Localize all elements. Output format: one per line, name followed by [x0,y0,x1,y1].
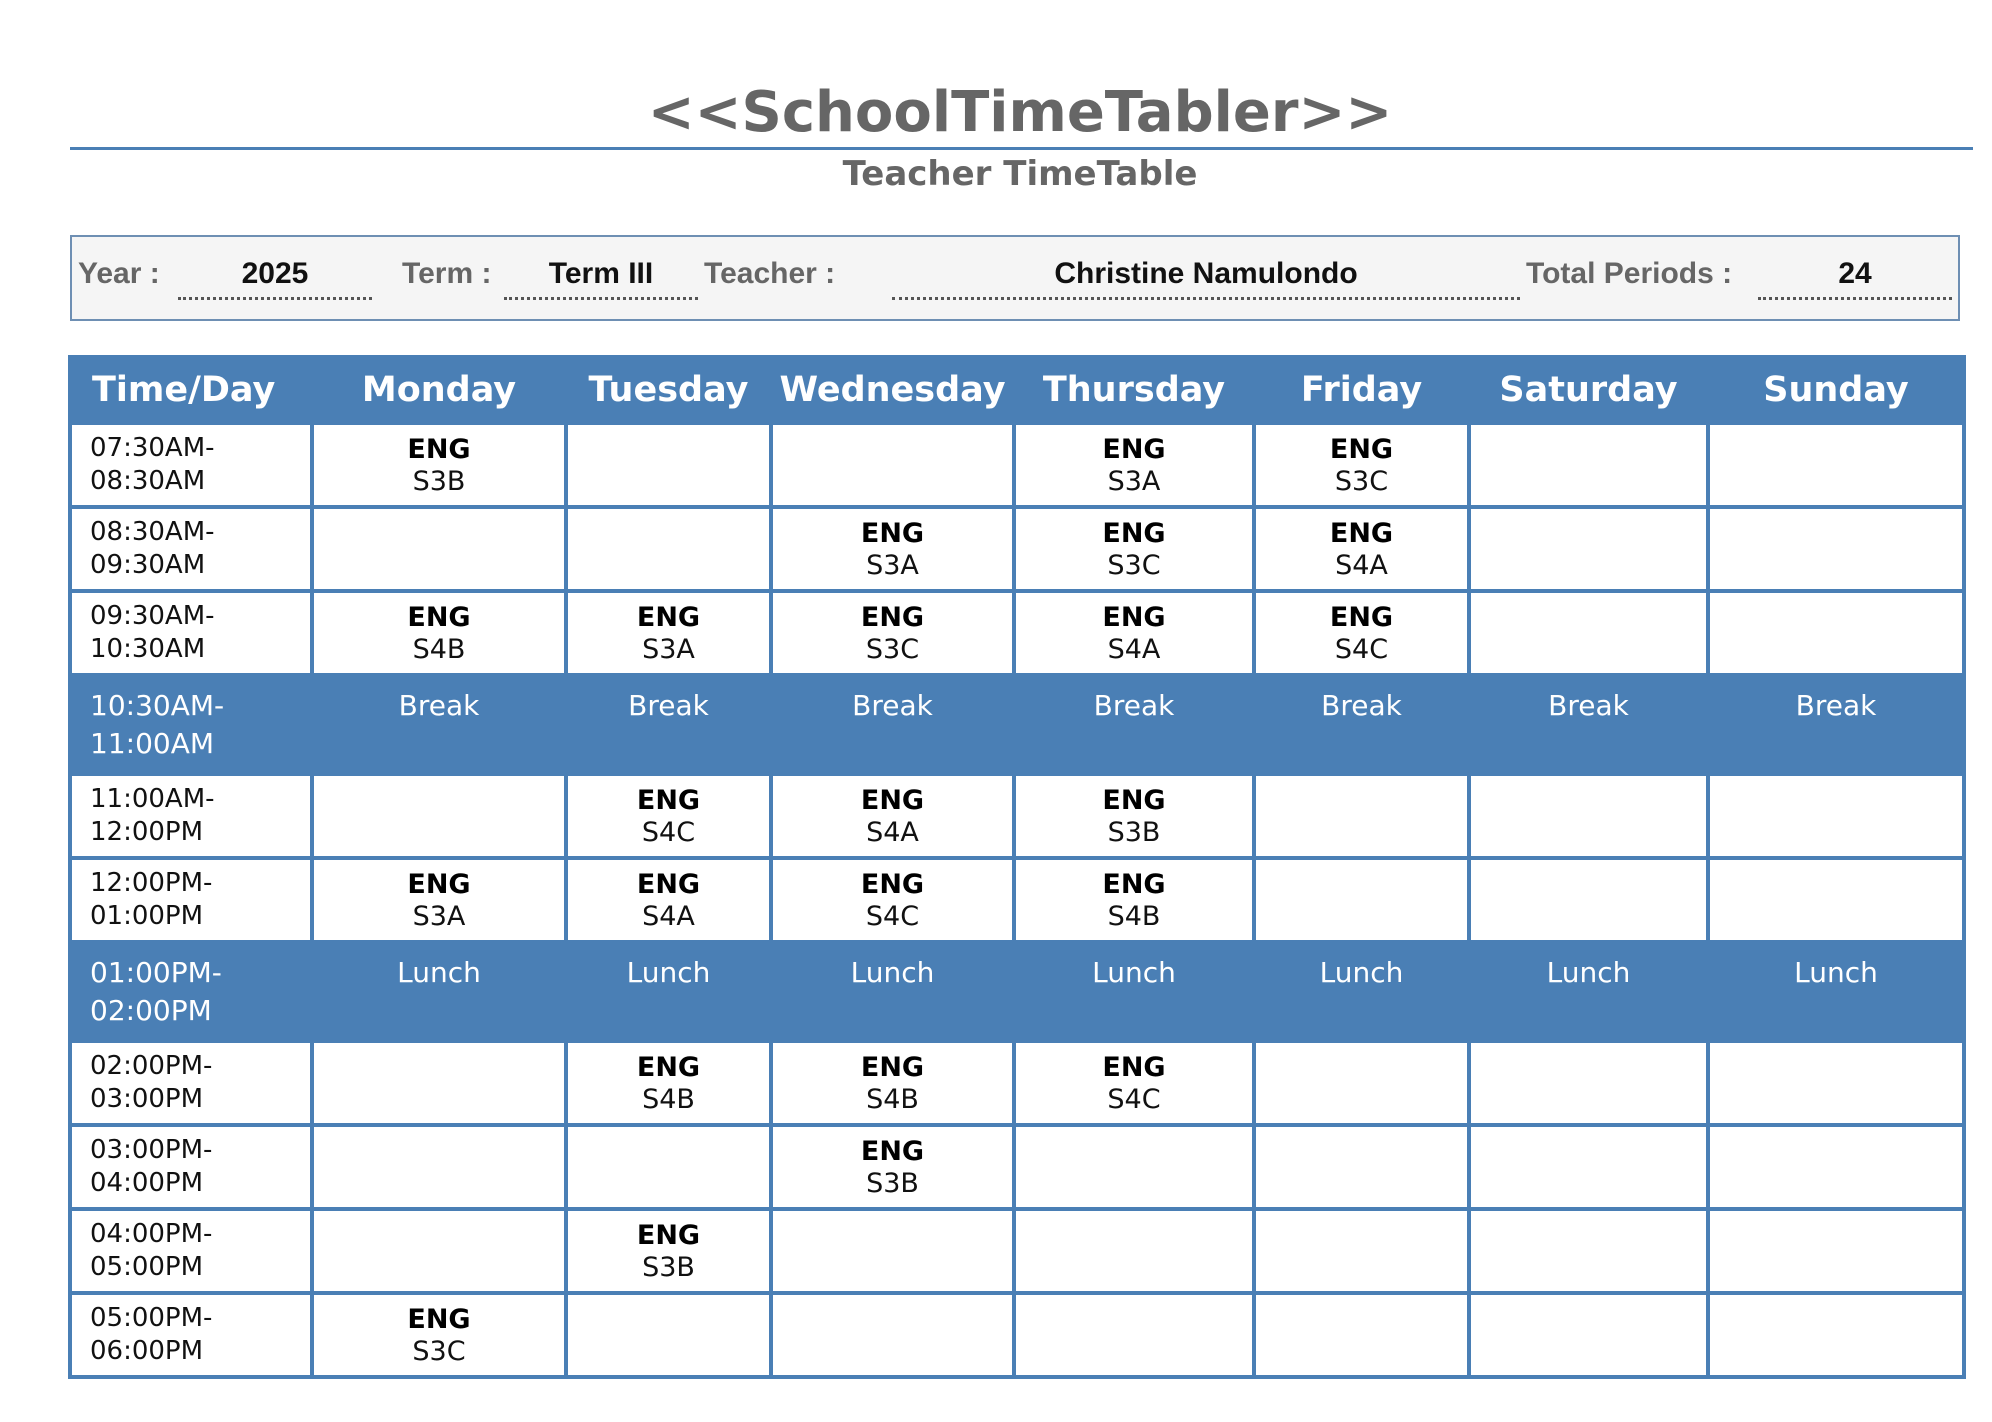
header-tuesday: Tuesday [566,357,771,423]
time-slot-end: 06:00PM [90,1336,204,1366]
header-sunday: Sunday [1708,357,1964,423]
time-slot-start: 09:30AM- [90,601,215,631]
lesson-class: S4A [866,816,919,848]
time-slot-cell [70,942,312,1041]
lesson-cell [1014,1293,1254,1377]
time-slot-cell [70,423,312,507]
break-cell [1254,942,1469,1041]
lesson-subject: ENG [636,868,701,900]
time-slot-start: 04:00PM- [90,1219,213,1249]
lesson-cell [1469,1209,1708,1293]
lesson-class: S4B [642,1083,695,1115]
lesson-cell [566,1125,771,1209]
lesson-class: S3B [866,1167,919,1199]
lesson-subject: ENG [407,433,471,465]
header-saturday: Saturday [1469,357,1708,423]
lesson-subject: ENG [860,784,925,816]
lesson-subject: ENG [1329,433,1394,465]
lesson-cell [1014,858,1254,942]
lesson-cell [1254,1125,1469,1209]
break-cell [312,675,566,774]
header-wednesday: Wednesday [771,357,1014,423]
break-label: Lunch [1092,956,1176,989]
lesson-class: S4C [641,816,696,848]
lesson-class: S4A [1335,549,1388,581]
lesson-cell [312,423,566,507]
lesson-cell [1708,858,1964,942]
time-slot-end: 01:00PM [90,901,204,931]
time-slot-cell [70,774,312,858]
lesson-cell [1254,1041,1469,1125]
lesson-cell [312,507,566,591]
time-slot-start: 11:00AM- [90,784,215,814]
period-row [70,1041,1964,1125]
lesson-subject: ENG [860,517,925,549]
time-slot-start: 05:00PM- [90,1303,213,1333]
time-slot-end: 11:00AM [90,727,215,760]
break-cell [1708,942,1964,1041]
lesson-subject: ENG [1102,601,1166,633]
lesson-class: S4B [412,633,466,665]
lesson-cell [771,774,1014,858]
break-label: Break [1093,689,1175,722]
lesson-cell [566,423,771,507]
break-label: Lunch [1319,956,1404,989]
time-slot-cell [70,507,312,591]
lesson-cell [1469,774,1708,858]
lesson-cell [771,1041,1014,1125]
lesson-cell [1254,423,1469,507]
header-friday: Friday [1254,357,1469,423]
lesson-subject: ENG [1102,517,1166,549]
time-slot-end: 05:00PM [90,1252,204,1282]
lesson-cell [1708,1125,1964,1209]
period-row [70,1125,1964,1209]
lesson-cell [771,591,1014,675]
time-slot-end: 04:00PM [90,1168,204,1198]
lesson-class: S4B [1107,900,1161,932]
lesson-cell [1708,507,1964,591]
lesson-subject: ENG [636,784,701,816]
lesson-cell [1708,423,1964,507]
year-label: Year : [78,257,160,290]
lesson-cell [1254,507,1469,591]
lesson-cell [771,1209,1014,1293]
break-cell [1014,675,1254,774]
lesson-class: S3C [1107,549,1161,581]
break-cell [771,675,1014,774]
lesson-subject: ENG [636,1051,701,1083]
lesson-subject: ENG [636,1219,701,1251]
lesson-cell [1708,591,1964,675]
time-slot-cell [70,1293,312,1377]
time-slot-cell [70,675,312,774]
period-row [70,858,1964,942]
lesson-cell [1014,1209,1254,1293]
lesson-subject: ENG [1102,1051,1166,1083]
lesson-cell [771,858,1014,942]
lesson-class: S3A [412,900,466,932]
lesson-cell [1014,1041,1254,1125]
lesson-subject: ENG [860,601,925,633]
lesson-subject: ENG [407,868,471,900]
lesson-cell [312,1209,566,1293]
lesson-cell [1469,1293,1708,1377]
lesson-class: S3C [865,633,920,665]
lesson-class: S3C [1334,465,1389,497]
time-slot-end: 02:00PM [90,994,212,1027]
break-label: Lunch [850,956,935,989]
time-slot-start: 10:30AM- [90,689,225,722]
lesson-class: S3A [642,633,695,665]
time-slot-start: 03:00PM- [90,1135,213,1165]
lesson-cell [1014,423,1254,507]
lesson-cell [566,774,771,858]
time-slot-cell [70,1209,312,1293]
break-cell [312,942,566,1041]
break-cell [771,942,1014,1041]
lesson-subject: ENG [1329,601,1394,633]
lesson-class: S3A [1107,465,1161,497]
time-slot-cell [70,591,312,675]
lesson-cell [566,1041,771,1125]
info-bar [70,235,1960,321]
period-row [70,1209,1964,1293]
timetable [68,355,1966,1379]
term-value: Term III [504,257,698,300]
year-value: 2025 [178,257,372,300]
lesson-cell [1708,774,1964,858]
lesson-cell [1014,1125,1254,1209]
page-subtitle: Teacher TimeTable [842,154,1198,194]
lesson-cell [1254,1293,1469,1377]
lesson-cell [566,1293,771,1377]
lesson-cell [566,1209,771,1293]
teacher-value: Christine Namulondo [892,257,1520,300]
break-label: Break [852,689,933,722]
lesson-cell [312,774,566,858]
header-time-day: Time/Day [70,357,312,423]
header-row [70,357,1964,423]
break-cell [566,942,771,1041]
period-row [70,1293,1964,1377]
lesson-cell [566,507,771,591]
lesson-cell [1708,1041,1964,1125]
break-label: Lunch [626,956,711,989]
lesson-cell [1254,858,1469,942]
title-divider [70,147,1973,150]
total-periods-label: Total Periods : [1526,257,1733,290]
total-periods-value: 24 [1758,257,1952,300]
break-label: Break [1321,689,1402,722]
break-cell [566,675,771,774]
break-label: Lunch [1546,956,1631,989]
lesson-cell [1469,1125,1708,1209]
lesson-class: S3B [412,465,466,497]
lesson-cell [771,1125,1014,1209]
lesson-cell [1254,774,1469,858]
time-slot-cell [70,858,312,942]
lesson-cell [1708,1209,1964,1293]
break-row [70,942,1964,1041]
lesson-class: S3A [866,549,919,581]
lesson-cell [566,591,771,675]
lesson-subject: ENG [1329,517,1394,549]
period-row [70,507,1964,591]
lesson-cell [566,858,771,942]
break-cell [1469,675,1708,774]
lesson-class: S3B [642,1251,695,1283]
time-slot-end: 03:00PM [90,1084,204,1114]
time-slot-start: 08:30AM- [90,517,215,547]
lesson-subject: ENG [1102,784,1166,816]
term-label: Term : [402,257,492,290]
lesson-cell [312,1041,566,1125]
lesson-subject: ENG [1102,868,1166,900]
break-cell [1014,942,1254,1041]
break-label: Break [1548,689,1629,722]
lesson-class: S3C [412,1335,466,1367]
lesson-cell [1254,591,1469,675]
break-label: Lunch [397,956,481,989]
lesson-cell [1014,507,1254,591]
lesson-cell [1708,1293,1964,1377]
lesson-cell [1469,507,1708,591]
period-row [70,423,1964,507]
break-cell [1254,675,1469,774]
lesson-class: S4C [1107,1083,1161,1115]
header-monday: Monday [312,357,566,423]
page-title: <<SchoolTimeTabler>> [647,80,1393,145]
lesson-subject: ENG [407,1303,471,1335]
time-slot-start: 07:30AM- [90,433,215,463]
time-slot-cell [70,1041,312,1125]
lesson-class: S4B [866,1083,919,1115]
period-row [70,591,1964,675]
time-slot-start: 02:00PM- [90,1051,213,1081]
lesson-subject: ENG [636,601,701,633]
lesson-cell [1014,774,1254,858]
lesson-class: S4A [642,900,695,932]
lesson-cell [1254,1209,1469,1293]
break-label: Break [1795,689,1877,722]
time-slot-cell [70,1125,312,1209]
time-slot-start: 01:00PM- [90,956,222,989]
lesson-class: S4C [865,900,920,932]
lesson-subject: ENG [407,601,471,633]
time-slot-end: 10:30AM [90,634,206,664]
lesson-cell [1469,423,1708,507]
lesson-subject: ENG [860,1135,925,1167]
time-slot-start: 12:00PM- [90,868,213,898]
break-label: Break [398,689,480,722]
header-thursday: Thursday [1014,357,1254,423]
lesson-cell [1469,1041,1708,1125]
lesson-cell [771,423,1014,507]
timetable-body [70,423,1964,1377]
lesson-cell [771,1293,1014,1377]
lesson-cell [312,1125,566,1209]
lesson-cell [1469,858,1708,942]
lesson-cell [312,1293,566,1377]
break-cell [1469,942,1708,1041]
time-slot-end: 09:30AM [90,550,206,580]
lesson-cell [771,507,1014,591]
time-slot-end: 08:30AM [90,466,206,496]
lesson-cell [1014,591,1254,675]
break-cell [1708,675,1964,774]
lesson-subject: ENG [860,868,925,900]
lesson-subject: ENG [860,1051,925,1083]
break-row [70,675,1964,774]
lesson-class: S4C [1334,633,1389,665]
teacher-label: Teacher : [704,257,836,290]
period-row [70,774,1964,858]
lesson-class: S3B [1107,816,1161,848]
time-slot-end: 12:00PM [90,817,204,847]
break-label: Lunch [1794,956,1878,989]
lesson-class: S4A [1107,633,1161,665]
lesson-cell [1469,591,1708,675]
lesson-cell [312,591,566,675]
lesson-cell [312,858,566,942]
break-label: Break [628,689,709,722]
lesson-subject: ENG [1102,433,1166,465]
